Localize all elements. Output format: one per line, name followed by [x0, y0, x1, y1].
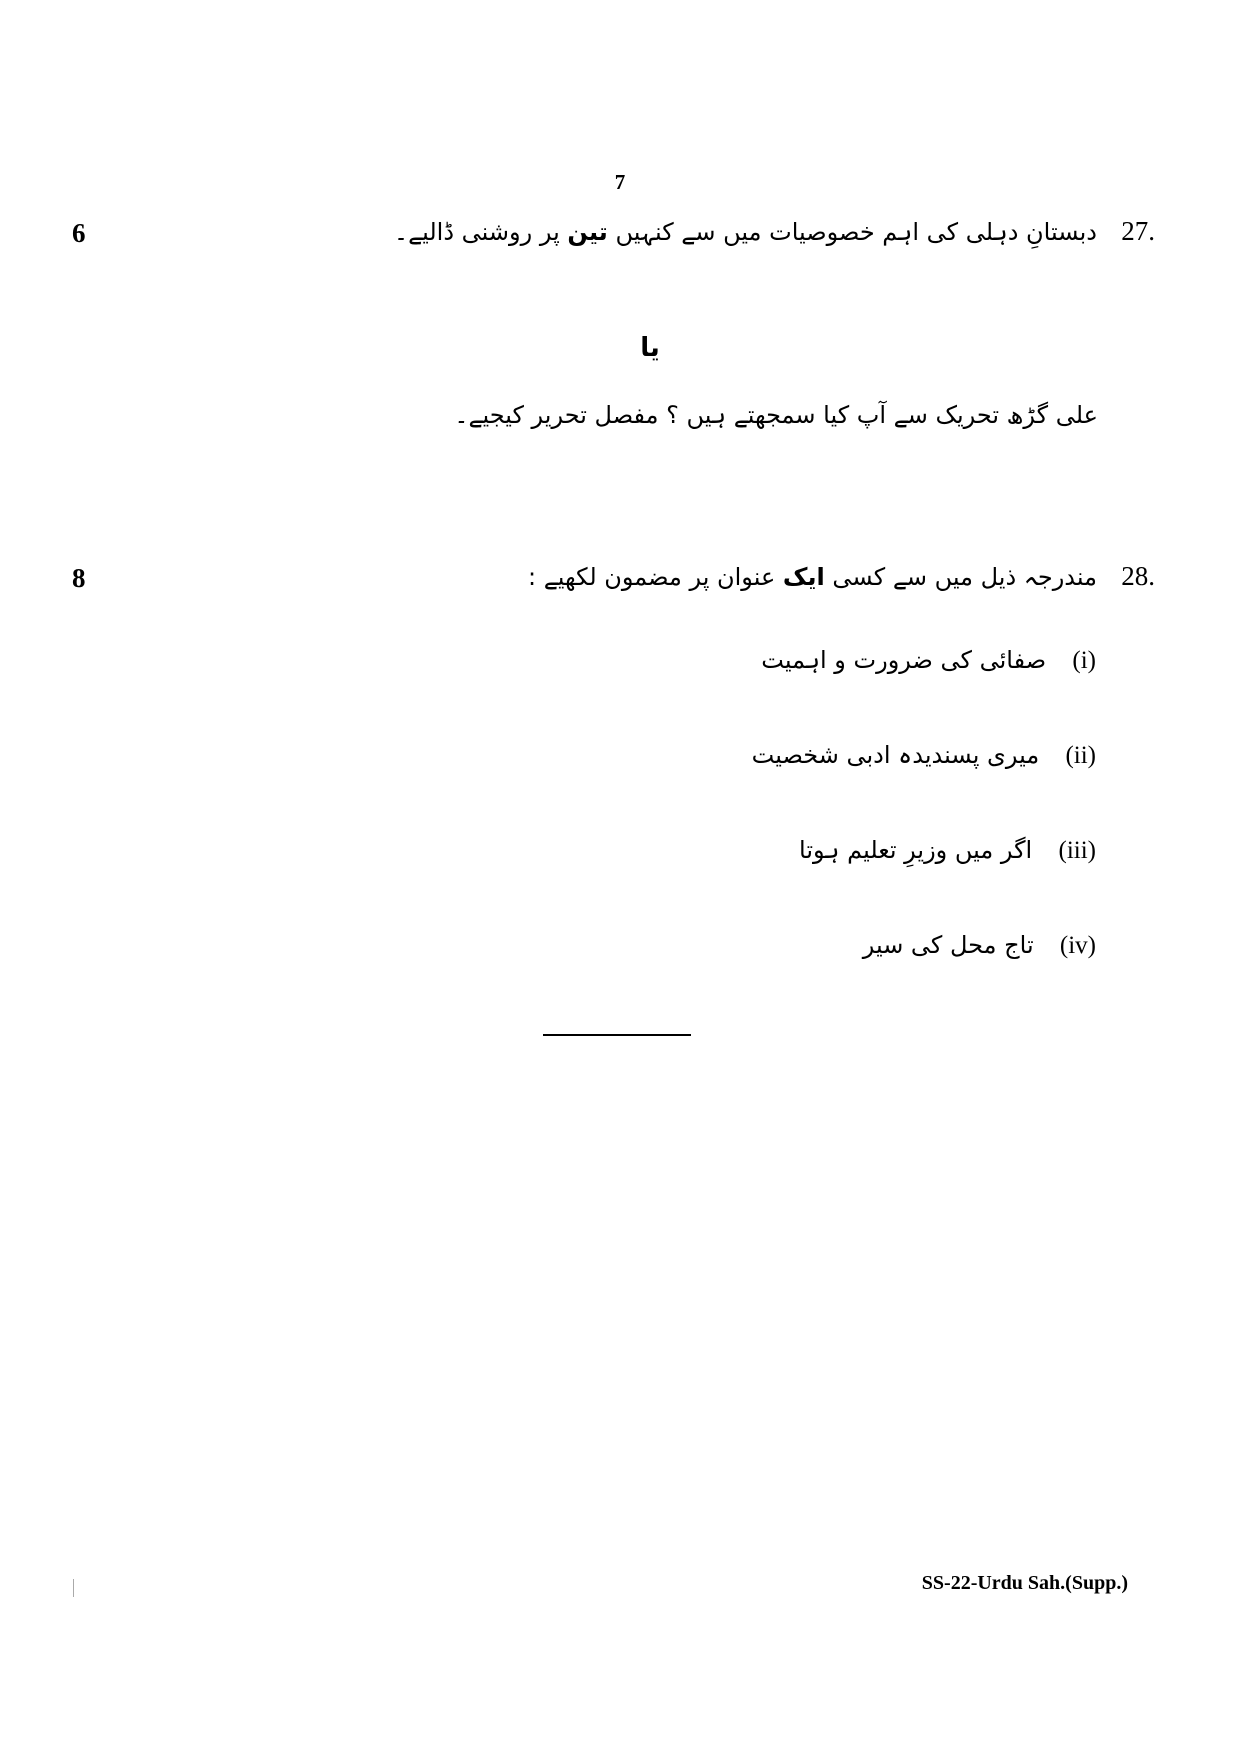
q28-marks: 8 [72, 563, 86, 593]
q27-number: 27. [1121, 216, 1155, 246]
or-separator: یا [640, 333, 660, 363]
q27-prompt-before: دبستانِ دہلی کی اہم خصوصیات میں سے کنہیں [615, 218, 1097, 246]
q28-question [528, 561, 1155, 592]
q27-marks: 6 [72, 218, 86, 248]
footer-code: SS-22-Urdu Sah.(Supp.) [921, 1572, 1128, 1594]
q27-question [394, 216, 1155, 247]
option-label: (i) [1072, 647, 1096, 674]
q28-option [863, 930, 1096, 960]
q28-prompt-before: مندرجہ ذیل میں سے کسی [832, 563, 1097, 591]
page-number: 7 [614, 170, 626, 194]
q28-option [799, 835, 1096, 865]
option-label: (iv) [1059, 932, 1096, 959]
option-text: میری پسندیدہ ادبی شخصیت [751, 741, 1040, 769]
q28-number: 28. [1121, 561, 1155, 591]
end-rule [543, 1034, 691, 1036]
option-text: تاج محل کی سیر [862, 931, 1034, 959]
q28-prompt-bold: ایک [782, 563, 825, 591]
q28-prompt-after: عنوان پر مضمون لکھیے : [527, 563, 776, 591]
edge-mark [73, 1579, 74, 1597]
q27-prompt [394, 218, 1097, 246]
q28-option [761, 645, 1096, 675]
option-label: (iii) [1058, 837, 1096, 864]
q27-alt-prompt: علی گڑھ تحریک سے آپ کیا سمجھتے ہیں ؟ مفصل تحریر کیجیے۔ [454, 401, 1098, 429]
option-text: اگر میں وزیرِ تعلیم ہوتا [799, 836, 1033, 864]
option-text: صفائی کی ضرورت و اہمیت [761, 646, 1047, 674]
q27-alternative [454, 400, 1098, 430]
q27-prompt-bold: تین [567, 218, 608, 246]
option-label: (ii) [1065, 742, 1096, 769]
q27-prompt-after: پر روشنی ڈالیے۔ [394, 218, 560, 246]
q28-option [752, 740, 1096, 770]
q28-prompt [528, 563, 1097, 591]
